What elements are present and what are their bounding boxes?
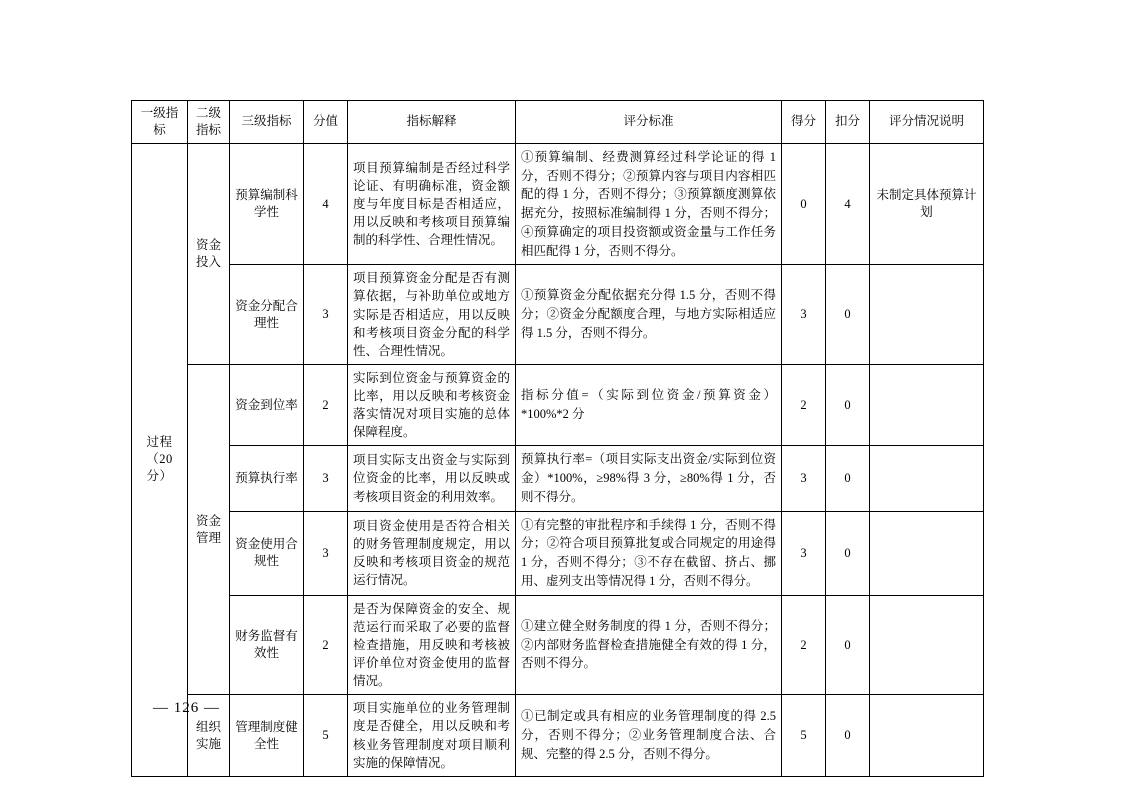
level1-cell: 过程（20分） [132,143,188,776]
deduction-cell: 4 [826,143,870,265]
header-deduction: 扣分 [826,101,870,144]
score-cell: 0 [782,143,826,265]
level3-cell: 资金到位率 [230,364,304,446]
score-cell: 2 [782,595,826,695]
header-level3: 三级指标 [230,101,304,144]
score-cell: 3 [782,446,826,511]
explanation-cell: 项目预算资金分配是否有测算依据，与补助单位或地方实际是否相适应，用以反映和考核项目资金分配的科学性、合理性情况。 [348,265,516,365]
criteria-cell: ①已制定或具有相应的业务管理制度的得 2.5 分，否则不得分；②业务管理制度合法、合规、完整的得 2.5 分，否则不得分。 [516,695,782,777]
table-header [132,101,984,144]
note-cell: 未制定具体预算计划 [870,143,984,265]
page-number-label: — 126 — [153,700,220,716]
explanation-cell: 实际到位资金与预算资金的比率，用以反映和考核资金落实情况对项目实施的总体保障程度。 [348,364,516,446]
score-cell: 2 [782,364,826,446]
header-note: 评分情况说明 [870,101,984,144]
level2-cell: 组织实施 [188,695,230,777]
header-explanation: 指标解释 [348,101,516,144]
value-cell: 3 [304,265,348,365]
explanation-cell: 项目实际支出资金与实际到位资金的比率，用以反映或考核项目资金的利用效率。 [348,446,516,511]
criteria-cell: 预算执行率=（项目实际支出资金/实际到位资金）*100%，≥98%得 3 分，≥80%得 1 分，否则不得分。 [516,446,782,511]
criteria-cell: ①预算资金分配依据充分得 1.5 分，否则不得分；②资金分配额度合理，与地方实际相适应得 1.5 分，否则不得分。 [516,265,782,365]
table-row [132,265,984,365]
criteria-cell: ①预算编制、经费测算经过科学论证的得 1 分，否则不得分；②预算内容与项目内容相匹配的得 1 分，否则不得分；③预算额度测算依据充分，按照标准编制得 1 分，否则不得分；④预算确定的项目投资额或资金量与工作任务相匹配得 1 分，否则不得分。 [516,143,782,265]
level3-cell: 资金使用合规性 [230,511,304,595]
table-header-row [132,101,984,144]
level3-cell: 财务监督有效性 [230,595,304,695]
header-criteria: 评分标准 [516,101,782,144]
note-cell [870,265,984,365]
value-cell: 3 [304,511,348,595]
score-cell: 3 [782,511,826,595]
note-cell [870,364,984,446]
table-row [132,364,984,446]
deduction-cell: 0 [826,364,870,446]
level3-cell: 资金分配合理性 [230,265,304,365]
score-cell: 3 [782,265,826,365]
evaluation-table-container [131,100,983,777]
level3-cell: 预算编制科学性 [230,143,304,265]
table-row [132,446,984,511]
deduction-cell: 0 [826,695,870,777]
deduction-cell: 0 [826,265,870,365]
value-cell: 3 [304,446,348,511]
score-cell: 5 [782,695,826,777]
level2-cell: 资金投入 [188,143,230,364]
table-body [132,143,984,776]
level3-cell: 预算执行率 [230,446,304,511]
criteria-cell: ①有完整的审批程序和手续得 1 分，否则不得分；②符合项目预算批复或合同规定的用途得 1 分，否则不得分；③不存在截留、挤占、挪用、虚列支出等情况得 1 分，否则不得分。 [516,511,782,595]
explanation-cell: 项目预算编制是否经过科学论证、有明确标准，资金额度与年度目标是否相适应，用以反映和考核项目预算编制的科学性、合理性情况。 [348,143,516,265]
table-row [132,595,984,695]
page-number [131,700,983,717]
criteria-cell: ①建立健全财务制度的得 1 分，否则不得分；②内部财务监督检查措施健全有效的得 1 分，否则不得分。 [516,595,782,695]
deduction-cell: 0 [826,446,870,511]
value-cell: 5 [304,695,348,777]
level2-cell: 资金管理 [188,364,230,694]
table-row [132,143,984,265]
note-cell [870,446,984,511]
value-cell: 2 [304,595,348,695]
deduction-cell: 0 [826,595,870,695]
header-value: 分值 [304,101,348,144]
header-score: 得分 [782,101,826,144]
explanation-cell: 是否为保障资金的安全、规范运行而采取了必要的监督检查措施，用反映和考核被评价单位对资金使用的监督情况。 [348,595,516,695]
value-cell: 2 [304,364,348,446]
deduction-cell: 0 [826,511,870,595]
header-level2: 二级指标 [188,101,230,144]
explanation-cell: 项目实施单位的业务管理制度是否健全，用以反映和考核业务管理制度对项目顺利实施的保障情况。 [348,695,516,777]
note-cell [870,595,984,695]
explanation-cell: 项目资金使用是否符合相关的财务管理制度规定，用以反映和考核项目资金的规范运行情况。 [348,511,516,595]
header-level1: 一级指标 [132,101,188,144]
level3-cell: 管理制度健全性 [230,695,304,777]
evaluation-table [131,100,984,777]
criteria-cell: 指标分值=（实际到位资金/预算资金）*100%*2 分 [516,364,782,446]
table-row [132,511,984,595]
note-cell [870,511,984,595]
value-cell: 4 [304,143,348,265]
